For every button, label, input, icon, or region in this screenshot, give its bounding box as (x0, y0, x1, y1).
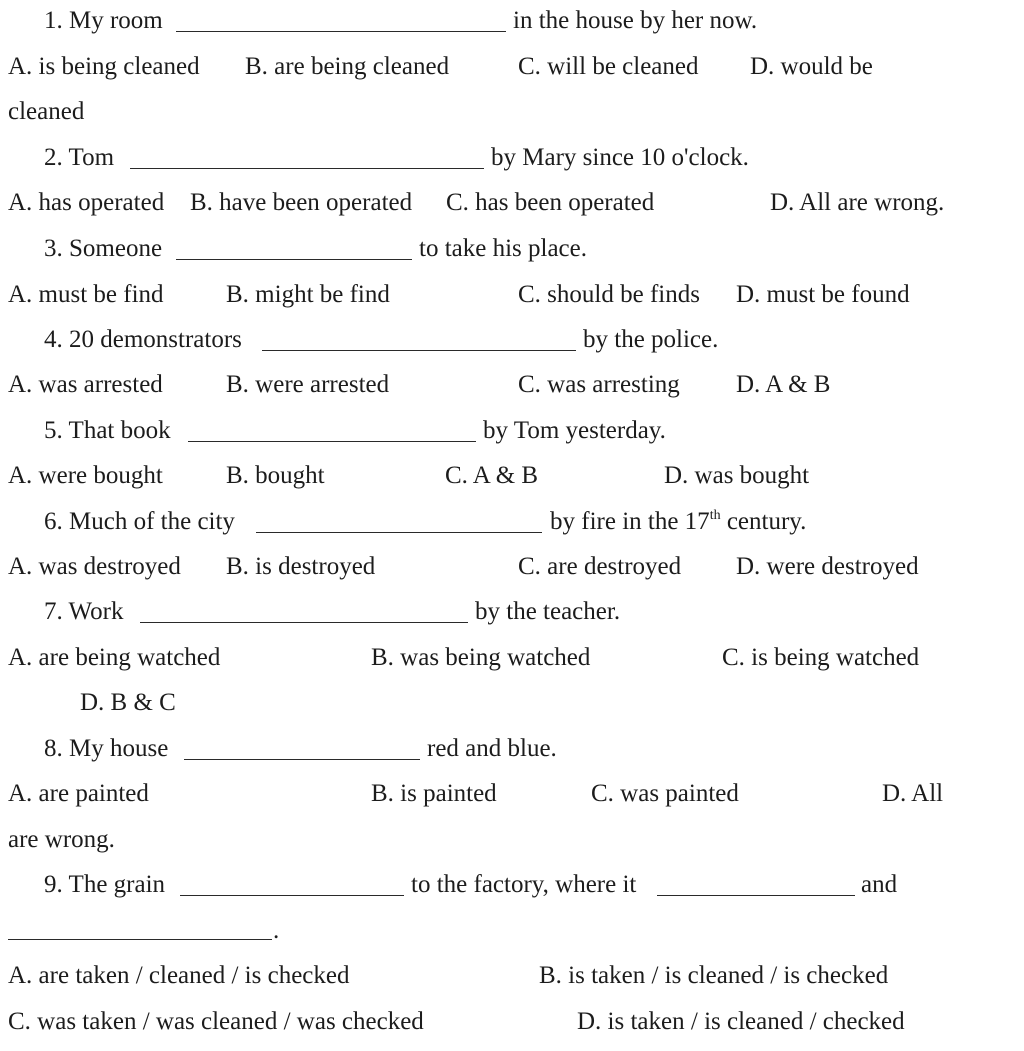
question-9-option-a[interactable]: A. are taken / cleaned / is checked (8, 962, 350, 989)
question-4-stem-start: 4. 20 demonstrators (44, 326, 242, 353)
question-3-option-a[interactable]: A. must be find (8, 281, 164, 308)
question-4-stem-end: by the police. (583, 326, 719, 353)
question-1-option-b[interactable]: B. are being cleaned (245, 53, 450, 80)
question-6-option-c[interactable]: C. are destroyed (518, 553, 682, 580)
question-6-blank (256, 532, 542, 533)
question-7-stem-start: 7. Work (44, 598, 124, 625)
question-7-option-d[interactable]: D. B & C (80, 689, 176, 716)
question-8-blank (184, 759, 420, 760)
question-6-stem-end: by fire in the 17th century. (550, 508, 807, 535)
question-5-option-b[interactable]: B. bought (226, 462, 325, 489)
question-9-option-b[interactable]: B. is taken / is cleaned / is checked (539, 962, 889, 989)
question-4-blank (262, 350, 576, 351)
question-1-option-d[interactable]: D. would be (750, 53, 873, 80)
question-9-blank-1 (180, 895, 404, 896)
question-2-stem-start: 2. Tom (44, 144, 115, 171)
question-1-stem-start: 1. My room (44, 7, 163, 34)
question-9-option-d[interactable]: D. is taken / is cleaned / checked (577, 1008, 905, 1035)
question-8-option-a[interactable]: A. are painted (8, 780, 149, 807)
question-7-stem-end: by the teacher. (475, 598, 621, 625)
question-3-option-c[interactable]: C. should be finds (518, 281, 700, 308)
question-5-stem-end: by Tom yesterday. (483, 417, 666, 444)
question-8-stem-start: 8. My house (44, 735, 169, 762)
question-3-option-b[interactable]: B. might be find (226, 281, 390, 308)
question-3-stem-start: 3. Someone (44, 235, 163, 262)
question-5-option-c[interactable]: C. A & B (445, 462, 539, 489)
question-1-option-d-wrap: cleaned (8, 98, 85, 125)
question-8-stem-end: red and blue. (427, 735, 557, 762)
question-6-option-b[interactable]: B. is destroyed (226, 553, 376, 580)
question-9-stem-mid: to the factory, where it (411, 871, 637, 898)
question-7-option-b[interactable]: B. was being watched (371, 644, 591, 671)
question-8-option-d-wrap: are wrong. (8, 826, 115, 853)
question-4-option-a[interactable]: A. was arrested (8, 371, 163, 398)
question-2-blank (130, 168, 484, 169)
question-3-stem-end: to take his place. (419, 235, 587, 262)
question-1-stem-end: in the house by her now. (513, 7, 758, 34)
question-8-option-b[interactable]: B. is painted (371, 780, 497, 807)
question-9-stem-tail: . (273, 917, 280, 944)
question-1-option-c[interactable]: C. will be cleaned (518, 53, 699, 80)
question-2-option-c[interactable]: C. has been operated (446, 189, 655, 216)
question-2-option-b[interactable]: B. have been operated (190, 189, 413, 216)
question-2-option-a[interactable]: A. has operated (8, 189, 165, 216)
question-3-blank (176, 259, 412, 260)
question-5-option-a[interactable]: A. were bought (8, 462, 163, 489)
question-8-option-d[interactable]: D. All (882, 780, 944, 807)
question-9-stem-start: 9. The grain (44, 871, 166, 898)
question-6-option-a[interactable]: A. was destroyed (8, 553, 181, 580)
question-8-option-c[interactable]: C. was painted (591, 780, 739, 807)
question-7-option-c[interactable]: C. is being watched (722, 644, 920, 671)
question-9-blank-3 (8, 939, 272, 940)
question-1-option-a[interactable]: A. is being cleaned (8, 53, 200, 80)
question-1-blank (176, 31, 506, 32)
question-4-option-b[interactable]: B. were arrested (226, 371, 390, 398)
question-2-stem-end: by Mary since 10 o'clock. (491, 144, 749, 171)
question-9-option-c[interactable]: C. was taken / was cleaned / was checked (8, 1008, 424, 1035)
question-7-blank (140, 622, 468, 623)
question-7-option-a[interactable]: A. are being watched (8, 644, 221, 671)
question-2-option-d[interactable]: D. All are wrong. (770, 189, 945, 216)
question-4-option-d[interactable]: D. A & B (736, 371, 831, 398)
question-9-blank-2 (657, 895, 855, 896)
question-9-stem-end: and (861, 871, 898, 898)
question-6-stem-start: 6. Much of the city (44, 508, 235, 535)
question-6-option-d[interactable]: D. were destroyed (736, 553, 919, 580)
question-4-option-c[interactable]: C. was arresting (518, 371, 680, 398)
question-5-blank (188, 441, 476, 442)
question-5-option-d[interactable]: D. was bought (664, 462, 810, 489)
question-5-stem-start: 5. That book (44, 417, 171, 444)
question-3-option-d[interactable]: D. must be found (736, 281, 910, 308)
